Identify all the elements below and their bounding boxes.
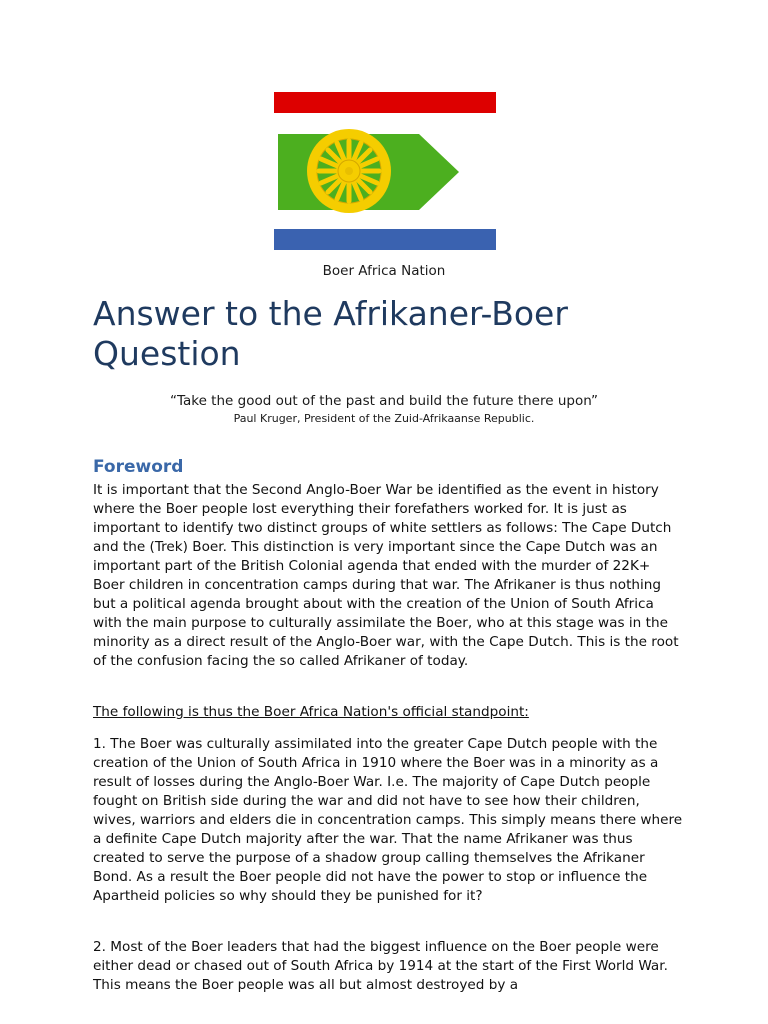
standpoint-point-2: 2. Most of the Boer leaders that had the biggest influence on the Boer people were either dead or chased out of South Africa by 1914 at the start of the First World War. This means the Boer people was all but almost destroyed by a (93, 939, 668, 993)
quote-attribution: Paul Kruger, President of the Zuid-Afrikaanse Republic. (233, 412, 535, 425)
document-title: Answer to the Afrikaner-Boer Question (93, 294, 568, 373)
standpoint-heading: The following is thus the Boer Africa Nation's official standpoint: (93, 704, 529, 720)
flag-bottom-stripe (274, 229, 496, 250)
flag-caption: Boer Africa Nation (322, 263, 446, 279)
flag-top-stripe (274, 92, 496, 113)
foreword-heading: Foreword (93, 457, 184, 477)
foreword-paragraph: It is important that the Second Anglo-Boer War be identified as the event in history where the Boer people lost everything their forefathers worked for. It is just as important to identify two distinct groups of white settlers as follows: The Cape Dutch and the (Trek) Boer. This distinction is very important since the Cape Dutch was an important part of the British Colonial agenda that ended with the murder of 22K+ Boer children in concentration camps during that war. The Afrikaner is thus nothing but a political agenda brought about with the creation of the Union of South Africa with the main purpose to culturally assimilate the Boer, who at this stage was in the minority as a direct result of the Anglo-Boer war, with the Cape Dutch. This is the root of the confusion facing the so called Afrikaner of today. (93, 482, 679, 669)
wagon-wheel-icon (307, 129, 391, 213)
standpoint-point-1: 1. The Boer was culturally assimilated into the greater Cape Dutch people with the creation of the Union of South Africa in 1910 where the Boer was in a minority as a result of losses during the Anglo-Boer War. I.e. The majority of Cape Dutch people fought on British side during the war and did not have to see how their children, wives, warriors and elders die in concentration camps. This simply means there where a definite Cape Dutch majority after the war. That the name Afrikaner was thus created to serve the purpose of a shadow group calling themselves the Afrikaner Bond. As a result the Boer people did not have the power to stop or influence the Apartheid policies so why should they be punished for it? (93, 736, 683, 904)
epigraph-quote: “Take the good out of the past and build the future there upon” (169, 393, 599, 409)
boer-flag (274, 92, 496, 252)
